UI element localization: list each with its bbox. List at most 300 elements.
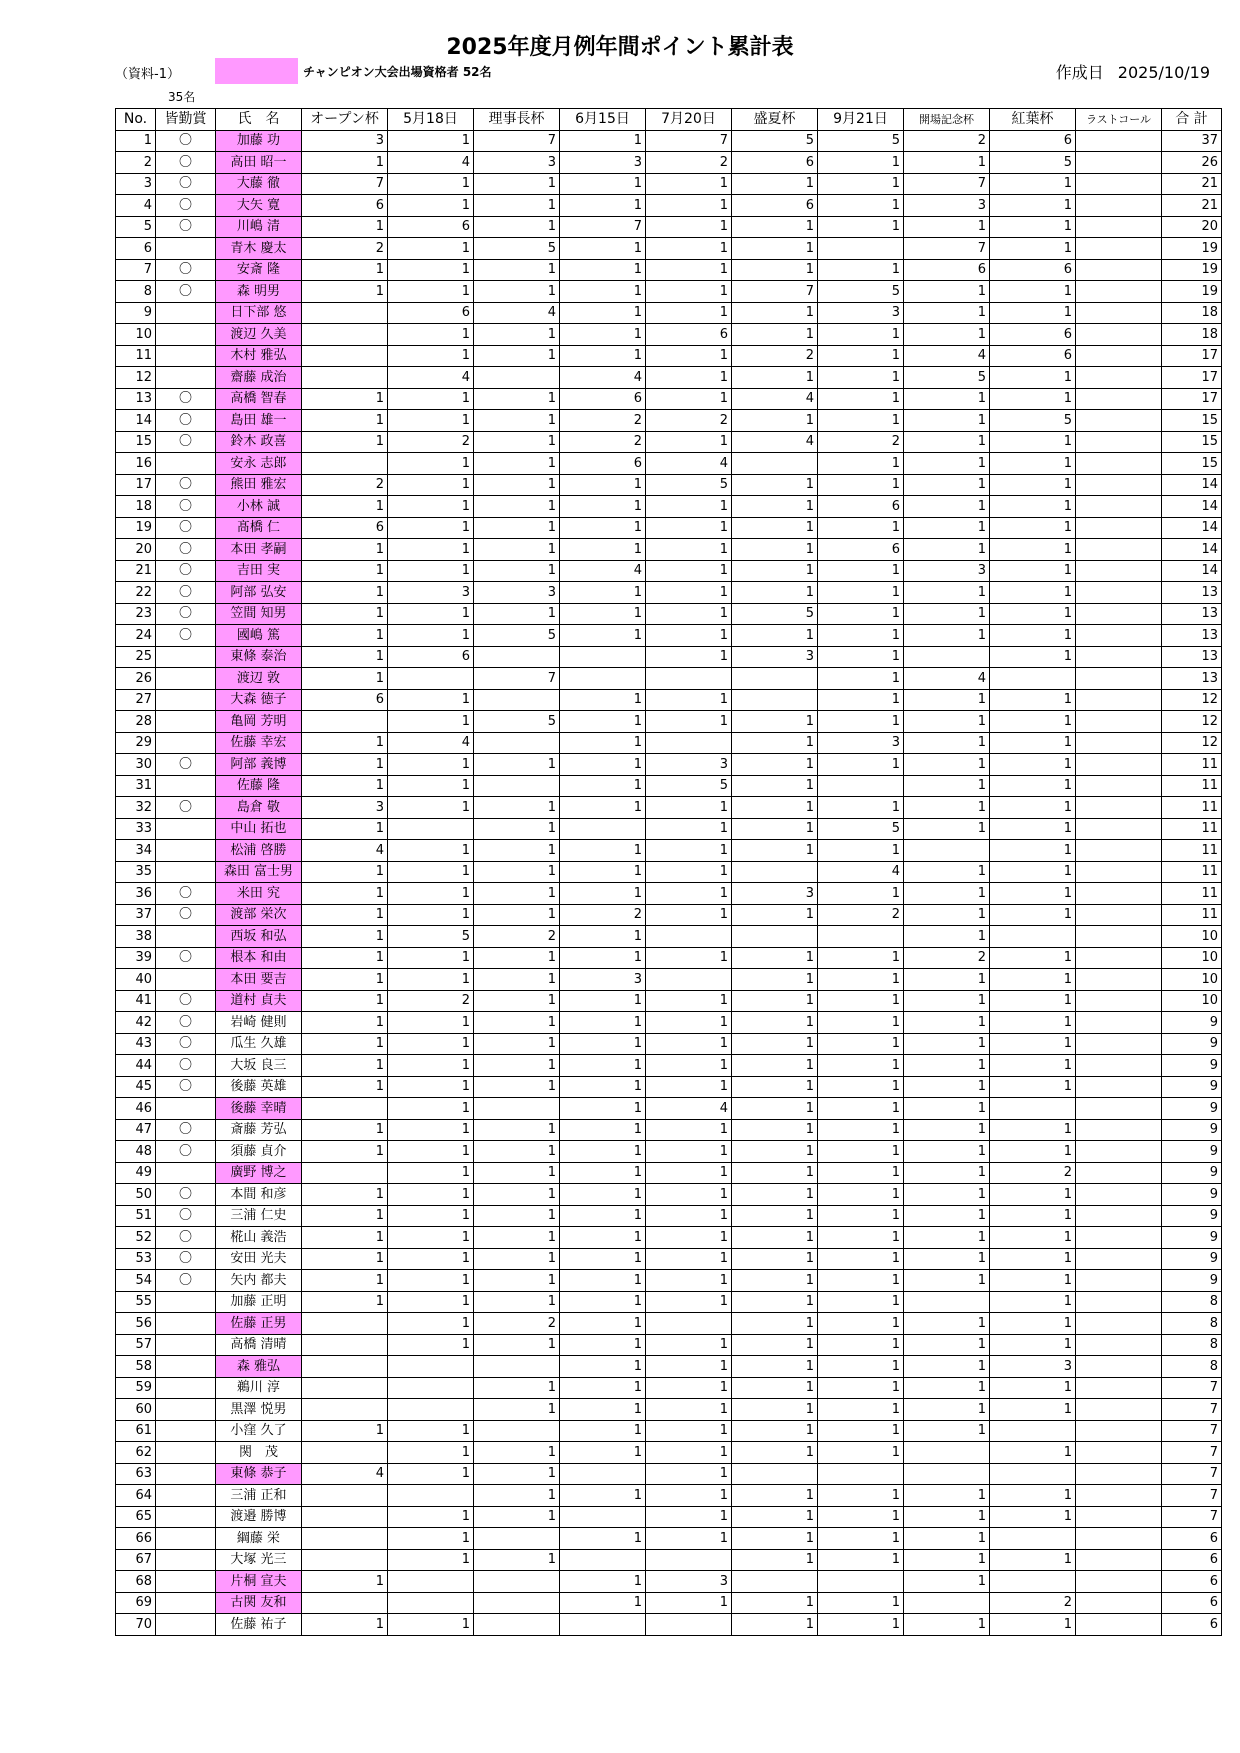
cell-may18: 1 bbox=[388, 1119, 474, 1141]
cell-jul20: 1 bbox=[646, 904, 732, 926]
cell-anniversary-cup: 1 bbox=[904, 517, 990, 539]
cell-sep21: 1 bbox=[818, 1399, 904, 1421]
cell-jun15: 1 bbox=[560, 1571, 646, 1593]
cell-midsummer-cup: 1 bbox=[732, 259, 818, 281]
cell-jul20 bbox=[646, 668, 732, 690]
cell-jul20: 1 bbox=[646, 367, 732, 389]
cell-member-name: 日下部 悠 bbox=[216, 302, 302, 324]
cell-autumn-cup: 1 bbox=[990, 431, 1076, 453]
cell-jul20: 1 bbox=[646, 840, 732, 862]
table-body bbox=[116, 130, 1222, 1635]
cell-chairman-cup bbox=[474, 1098, 560, 1120]
cell-member-name: 齋藤 成治 bbox=[216, 367, 302, 389]
cell-attendance-mark: 〇 bbox=[156, 1248, 216, 1270]
cell-jun15: 4 bbox=[560, 367, 646, 389]
table-row bbox=[116, 1270, 1222, 1292]
cell-last-call bbox=[1076, 560, 1162, 582]
cell-attendance-mark: 〇 bbox=[156, 560, 216, 582]
cell-row-no: 48 bbox=[116, 1141, 156, 1163]
cell-attendance-mark bbox=[156, 1506, 216, 1528]
cell-attendance-mark: 〇 bbox=[156, 883, 216, 905]
cell-autumn-cup: 1 bbox=[990, 1076, 1076, 1098]
cell-chairman-cup: 1 bbox=[474, 1506, 560, 1528]
cell-total: 17 bbox=[1162, 388, 1222, 410]
cell-row-no: 28 bbox=[116, 711, 156, 733]
cell-row-no: 56 bbox=[116, 1313, 156, 1335]
cell-chairman-cup: 1 bbox=[474, 345, 560, 367]
cell-attendance-mark bbox=[156, 1571, 216, 1593]
cell-sep21: 1 bbox=[818, 1248, 904, 1270]
cell-open-cup: 1 bbox=[302, 732, 388, 754]
cell-jul20: 7 bbox=[646, 130, 732, 152]
cell-jun15: 1 bbox=[560, 1485, 646, 1507]
cell-open-cup bbox=[302, 1162, 388, 1184]
table-row bbox=[116, 840, 1222, 862]
cell-open-cup: 1 bbox=[302, 904, 388, 926]
cell-autumn-cup: 1 bbox=[990, 1141, 1076, 1163]
cell-autumn-cup: 1 bbox=[990, 883, 1076, 905]
cell-jun15: 1 bbox=[560, 281, 646, 303]
cell-jul20: 1 bbox=[646, 1377, 732, 1399]
cell-total: 9 bbox=[1162, 1119, 1222, 1141]
cell-may18: 1 bbox=[388, 1033, 474, 1055]
cell-chairman-cup: 1 bbox=[474, 947, 560, 969]
cell-autumn-cup: 6 bbox=[990, 345, 1076, 367]
cell-autumn-cup: 1 bbox=[990, 1506, 1076, 1528]
cell-jul20: 1 bbox=[646, 1356, 732, 1378]
cell-midsummer-cup: 1 bbox=[732, 775, 818, 797]
cell-jun15: 1 bbox=[560, 1356, 646, 1378]
cell-row-no: 21 bbox=[116, 560, 156, 582]
cell-attendance-mark: 〇 bbox=[156, 431, 216, 453]
table-row bbox=[116, 1377, 1222, 1399]
cell-midsummer-cup: 1 bbox=[732, 1270, 818, 1292]
cell-last-call bbox=[1076, 1291, 1162, 1313]
cell-autumn-cup: 6 bbox=[990, 324, 1076, 346]
cell-chairman-cup: 5 bbox=[474, 238, 560, 260]
cell-row-no: 9 bbox=[116, 302, 156, 324]
table-row bbox=[116, 1399, 1222, 1421]
cell-anniversary-cup: 1 bbox=[904, 1055, 990, 1077]
cell-total: 11 bbox=[1162, 775, 1222, 797]
cell-autumn-cup: 1 bbox=[990, 797, 1076, 819]
cell-sep21: 5 bbox=[818, 281, 904, 303]
cell-row-no: 38 bbox=[116, 926, 156, 948]
cell-member-name: 青木 慶太 bbox=[216, 238, 302, 260]
cell-attendance-mark bbox=[156, 1442, 216, 1464]
cell-autumn-cup: 1 bbox=[990, 1270, 1076, 1292]
cell-jun15: 1 bbox=[560, 1076, 646, 1098]
cell-jun15: 1 bbox=[560, 775, 646, 797]
cell-member-name: 片桐 宣夫 bbox=[216, 1571, 302, 1593]
cell-attendance-mark bbox=[156, 646, 216, 668]
cell-anniversary-cup: 1 bbox=[904, 474, 990, 496]
cell-last-call bbox=[1076, 775, 1162, 797]
table-row bbox=[116, 861, 1222, 883]
cell-anniversary-cup: 1 bbox=[904, 216, 990, 238]
cell-jun15: 1 bbox=[560, 754, 646, 776]
cell-row-no: 50 bbox=[116, 1184, 156, 1206]
cell-sep21: 1 bbox=[818, 1485, 904, 1507]
cell-midsummer-cup: 1 bbox=[732, 324, 818, 346]
cell-jun15 bbox=[560, 818, 646, 840]
cell-attendance-mark: 〇 bbox=[156, 496, 216, 518]
cell-member-name: 本間 和彦 bbox=[216, 1184, 302, 1206]
cell-last-call bbox=[1076, 1270, 1162, 1292]
cell-may18: 1 bbox=[388, 1184, 474, 1206]
col-header-may18: 5月18日 bbox=[388, 109, 474, 131]
cell-chairman-cup: 1 bbox=[474, 324, 560, 346]
cell-row-no: 65 bbox=[116, 1506, 156, 1528]
cell-row-no: 8 bbox=[116, 281, 156, 303]
cell-autumn-cup: 1 bbox=[990, 1055, 1076, 1077]
cell-jul20: 1 bbox=[646, 689, 732, 711]
cell-sep21 bbox=[818, 1571, 904, 1593]
cell-midsummer-cup bbox=[732, 1463, 818, 1485]
cell-open-cup: 1 bbox=[302, 625, 388, 647]
cell-sep21: 1 bbox=[818, 689, 904, 711]
cell-jun15 bbox=[560, 646, 646, 668]
cell-sep21: 6 bbox=[818, 539, 904, 561]
cell-row-no: 44 bbox=[116, 1055, 156, 1077]
cell-attendance-mark: 〇 bbox=[156, 603, 216, 625]
cell-sep21: 4 bbox=[818, 861, 904, 883]
cell-total: 13 bbox=[1162, 668, 1222, 690]
cell-jun15: 1 bbox=[560, 1442, 646, 1464]
cell-midsummer-cup: 1 bbox=[732, 496, 818, 518]
table-row bbox=[116, 195, 1222, 217]
cell-may18: 1 bbox=[388, 625, 474, 647]
cell-chairman-cup bbox=[474, 1356, 560, 1378]
cell-member-name: 綱藤 栄 bbox=[216, 1528, 302, 1550]
cell-jul20 bbox=[646, 1313, 732, 1335]
col-header-attendance: 皆勤賞 bbox=[156, 109, 216, 131]
cell-member-name: 加藤 功 bbox=[216, 130, 302, 152]
cell-jun15: 1 bbox=[560, 1205, 646, 1227]
cell-autumn-cup: 1 bbox=[990, 1334, 1076, 1356]
cell-may18: 1 bbox=[388, 775, 474, 797]
cell-anniversary-cup: 1 bbox=[904, 1098, 990, 1120]
cell-row-no: 30 bbox=[116, 754, 156, 776]
cell-row-no: 18 bbox=[116, 496, 156, 518]
cell-anniversary-cup: 3 bbox=[904, 560, 990, 582]
cell-may18: 1 bbox=[388, 754, 474, 776]
cell-attendance-mark bbox=[156, 324, 216, 346]
cell-member-name: 渡辺 敦 bbox=[216, 668, 302, 690]
cell-last-call bbox=[1076, 195, 1162, 217]
cell-anniversary-cup: 1 bbox=[904, 453, 990, 475]
cell-midsummer-cup: 1 bbox=[732, 840, 818, 862]
cell-open-cup: 1 bbox=[302, 388, 388, 410]
cell-open-cup: 1 bbox=[302, 216, 388, 238]
cell-jul20: 1 bbox=[646, 539, 732, 561]
cell-chairman-cup: 5 bbox=[474, 711, 560, 733]
cell-sep21: 1 bbox=[818, 1033, 904, 1055]
cell-row-no: 59 bbox=[116, 1377, 156, 1399]
cell-midsummer-cup: 1 bbox=[732, 173, 818, 195]
cell-attendance-mark bbox=[156, 1420, 216, 1442]
cell-midsummer-cup: 1 bbox=[732, 1033, 818, 1055]
cell-attendance-mark bbox=[156, 1291, 216, 1313]
cell-chairman-cup bbox=[474, 1528, 560, 1550]
cell-jul20: 1 bbox=[646, 1399, 732, 1421]
cell-anniversary-cup: 7 bbox=[904, 173, 990, 195]
cell-jul20: 1 bbox=[646, 431, 732, 453]
cell-chairman-cup: 1 bbox=[474, 1463, 560, 1485]
cell-chairman-cup: 4 bbox=[474, 302, 560, 324]
cell-jun15: 1 bbox=[560, 1055, 646, 1077]
points-table bbox=[115, 108, 1222, 1636]
cell-member-name: 佐藤 幸宏 bbox=[216, 732, 302, 754]
cell-may18: 1 bbox=[388, 173, 474, 195]
cell-chairman-cup: 2 bbox=[474, 1313, 560, 1335]
cell-row-no: 16 bbox=[116, 453, 156, 475]
cell-anniversary-cup: 1 bbox=[904, 388, 990, 410]
perfect-attendance-count: 35名 bbox=[168, 90, 196, 104]
cell-jun15: 1 bbox=[560, 130, 646, 152]
cell-autumn-cup: 6 bbox=[990, 130, 1076, 152]
cell-midsummer-cup: 1 bbox=[732, 732, 818, 754]
cell-last-call bbox=[1076, 1399, 1162, 1421]
cell-last-call bbox=[1076, 1184, 1162, 1206]
cell-sep21: 1 bbox=[818, 1356, 904, 1378]
cell-attendance-mark: 〇 bbox=[156, 130, 216, 152]
cell-member-name: 鵜川 淳 bbox=[216, 1377, 302, 1399]
cell-may18: 1 bbox=[388, 1227, 474, 1249]
cell-midsummer-cup: 6 bbox=[732, 152, 818, 174]
cell-attendance-mark bbox=[156, 926, 216, 948]
cell-jul20: 1 bbox=[646, 388, 732, 410]
table-row bbox=[116, 1119, 1222, 1141]
cell-jul20: 2 bbox=[646, 410, 732, 432]
table-row bbox=[116, 259, 1222, 281]
table-row bbox=[116, 711, 1222, 733]
cell-midsummer-cup: 1 bbox=[732, 1248, 818, 1270]
legend-highlight-swatch bbox=[215, 58, 298, 84]
cell-open-cup bbox=[302, 1334, 388, 1356]
cell-open-cup: 1 bbox=[302, 861, 388, 883]
cell-attendance-mark: 〇 bbox=[156, 1184, 216, 1206]
cell-midsummer-cup: 1 bbox=[732, 1592, 818, 1614]
cell-autumn-cup: 1 bbox=[990, 302, 1076, 324]
cell-attendance-mark bbox=[156, 1356, 216, 1378]
created-label: 作成日 bbox=[1055, 63, 1104, 82]
cell-may18: 1 bbox=[388, 453, 474, 475]
cell-chairman-cup bbox=[474, 367, 560, 389]
cell-member-name: 中山 拓也 bbox=[216, 818, 302, 840]
cell-may18: 1 bbox=[388, 1442, 474, 1464]
cell-attendance-mark bbox=[156, 732, 216, 754]
cell-may18: 1 bbox=[388, 1055, 474, 1077]
cell-jul20: 1 bbox=[646, 603, 732, 625]
cell-autumn-cup: 1 bbox=[990, 840, 1076, 862]
cell-member-name: 三浦 正和 bbox=[216, 1485, 302, 1507]
cell-sep21: 1 bbox=[818, 388, 904, 410]
cell-may18: 1 bbox=[388, 1528, 474, 1550]
cell-jul20 bbox=[646, 1549, 732, 1571]
cell-sep21: 5 bbox=[818, 818, 904, 840]
cell-autumn-cup bbox=[990, 926, 1076, 948]
cell-jun15: 1 bbox=[560, 496, 646, 518]
cell-last-call bbox=[1076, 947, 1162, 969]
cell-last-call bbox=[1076, 797, 1162, 819]
cell-member-name: 関 茂 bbox=[216, 1442, 302, 1464]
cell-autumn-cup: 3 bbox=[990, 1356, 1076, 1378]
cell-jul20: 1 bbox=[646, 1033, 732, 1055]
cell-row-no: 22 bbox=[116, 582, 156, 604]
cell-last-call bbox=[1076, 1420, 1162, 1442]
cell-jul20: 1 bbox=[646, 1119, 732, 1141]
cell-chairman-cup: 1 bbox=[474, 1055, 560, 1077]
cell-total: 14 bbox=[1162, 517, 1222, 539]
cell-midsummer-cup bbox=[732, 861, 818, 883]
cell-open-cup: 3 bbox=[302, 797, 388, 819]
cell-autumn-cup: 1 bbox=[990, 1033, 1076, 1055]
cell-jul20: 1 bbox=[646, 1270, 732, 1292]
cell-attendance-mark: 〇 bbox=[156, 1141, 216, 1163]
cell-last-call bbox=[1076, 711, 1162, 733]
cell-jul20 bbox=[646, 1614, 732, 1636]
table-row bbox=[116, 152, 1222, 174]
cell-total: 12 bbox=[1162, 732, 1222, 754]
cell-attendance-mark: 〇 bbox=[156, 173, 216, 195]
cell-attendance-mark bbox=[156, 238, 216, 260]
cell-row-no: 61 bbox=[116, 1420, 156, 1442]
cell-chairman-cup: 5 bbox=[474, 625, 560, 647]
cell-total: 8 bbox=[1162, 1313, 1222, 1335]
cell-sep21: 1 bbox=[818, 969, 904, 991]
cell-total: 6 bbox=[1162, 1614, 1222, 1636]
cell-autumn-cup: 1 bbox=[990, 582, 1076, 604]
table-row bbox=[116, 453, 1222, 475]
cell-total: 14 bbox=[1162, 496, 1222, 518]
table-row bbox=[116, 990, 1222, 1012]
cell-open-cup: 6 bbox=[302, 517, 388, 539]
cell-open-cup: 1 bbox=[302, 883, 388, 905]
cell-anniversary-cup: 7 bbox=[904, 238, 990, 260]
cell-sep21: 1 bbox=[818, 1055, 904, 1077]
cell-chairman-cup: 1 bbox=[474, 1033, 560, 1055]
cell-attendance-mark: 〇 bbox=[156, 754, 216, 776]
cell-chairman-cup: 1 bbox=[474, 431, 560, 453]
cell-midsummer-cup: 1 bbox=[732, 1205, 818, 1227]
cell-autumn-cup: 1 bbox=[990, 969, 1076, 991]
cell-jun15: 1 bbox=[560, 1033, 646, 1055]
cell-midsummer-cup: 3 bbox=[732, 883, 818, 905]
cell-total: 17 bbox=[1162, 367, 1222, 389]
table-row bbox=[116, 431, 1222, 453]
cell-attendance-mark: 〇 bbox=[156, 216, 216, 238]
cell-attendance-mark bbox=[156, 1399, 216, 1421]
cell-total: 13 bbox=[1162, 582, 1222, 604]
cell-chairman-cup: 1 bbox=[474, 539, 560, 561]
cell-last-call bbox=[1076, 173, 1162, 195]
cell-row-no: 39 bbox=[116, 947, 156, 969]
cell-midsummer-cup: 1 bbox=[732, 1227, 818, 1249]
cell-anniversary-cup bbox=[904, 646, 990, 668]
cell-open-cup: 1 bbox=[302, 1420, 388, 1442]
table-row bbox=[116, 582, 1222, 604]
cell-last-call bbox=[1076, 453, 1162, 475]
table-row bbox=[116, 238, 1222, 260]
cell-jun15: 1 bbox=[560, 474, 646, 496]
cell-row-no: 11 bbox=[116, 345, 156, 367]
cell-jul20: 1 bbox=[646, 861, 732, 883]
cell-midsummer-cup bbox=[732, 689, 818, 711]
cell-may18: 1 bbox=[388, 1205, 474, 1227]
cell-anniversary-cup: 1 bbox=[904, 1528, 990, 1550]
cell-jul20: 1 bbox=[646, 1184, 732, 1206]
cell-row-no: 68 bbox=[116, 1571, 156, 1593]
cell-may18: 1 bbox=[388, 1334, 474, 1356]
cell-sep21: 1 bbox=[818, 1141, 904, 1163]
cell-total: 11 bbox=[1162, 818, 1222, 840]
cell-may18: 6 bbox=[388, 216, 474, 238]
cell-row-no: 42 bbox=[116, 1012, 156, 1034]
legend-text: チャンピオン大会出場資格者 52名 bbox=[303, 65, 492, 79]
cell-chairman-cup bbox=[474, 775, 560, 797]
cell-last-call bbox=[1076, 539, 1162, 561]
cell-row-no: 34 bbox=[116, 840, 156, 862]
cell-anniversary-cup: 1 bbox=[904, 775, 990, 797]
cell-total: 10 bbox=[1162, 990, 1222, 1012]
cell-midsummer-cup: 1 bbox=[732, 1313, 818, 1335]
cell-may18: 1 bbox=[388, 689, 474, 711]
cell-jun15: 1 bbox=[560, 1334, 646, 1356]
cell-total: 9 bbox=[1162, 1076, 1222, 1098]
table-row bbox=[116, 216, 1222, 238]
cell-midsummer-cup: 1 bbox=[732, 1162, 818, 1184]
table-row bbox=[116, 173, 1222, 195]
table-row bbox=[116, 130, 1222, 152]
cell-member-name: 東條 恭子 bbox=[216, 1463, 302, 1485]
cell-total: 7 bbox=[1162, 1377, 1222, 1399]
cell-autumn-cup: 1 bbox=[990, 1012, 1076, 1034]
cell-chairman-cup: 1 bbox=[474, 904, 560, 926]
cell-open-cup: 1 bbox=[302, 281, 388, 303]
cell-autumn-cup bbox=[990, 1571, 1076, 1593]
cell-autumn-cup bbox=[990, 1463, 1076, 1485]
cell-open-cup bbox=[302, 1098, 388, 1120]
cell-may18: 1 bbox=[388, 130, 474, 152]
cell-jun15: 1 bbox=[560, 1528, 646, 1550]
cell-sep21: 1 bbox=[818, 410, 904, 432]
cell-may18: 4 bbox=[388, 732, 474, 754]
cell-attendance-mark bbox=[156, 861, 216, 883]
table-row bbox=[116, 388, 1222, 410]
cell-autumn-cup: 1 bbox=[990, 1399, 1076, 1421]
cell-total: 20 bbox=[1162, 216, 1222, 238]
cell-sep21: 1 bbox=[818, 195, 904, 217]
cell-open-cup: 6 bbox=[302, 689, 388, 711]
cell-chairman-cup: 1 bbox=[474, 1184, 560, 1206]
cell-may18: 2 bbox=[388, 431, 474, 453]
table-row bbox=[116, 818, 1222, 840]
cell-last-call bbox=[1076, 1485, 1162, 1507]
cell-jul20: 1 bbox=[646, 281, 732, 303]
cell-member-name: 佐藤 隆 bbox=[216, 775, 302, 797]
cell-attendance-mark bbox=[156, 1098, 216, 1120]
cell-midsummer-cup: 1 bbox=[732, 947, 818, 969]
cell-total: 9 bbox=[1162, 1227, 1222, 1249]
cell-open-cup: 1 bbox=[302, 1614, 388, 1636]
cell-total: 11 bbox=[1162, 754, 1222, 776]
cell-total: 13 bbox=[1162, 646, 1222, 668]
cell-open-cup: 1 bbox=[302, 1205, 388, 1227]
cell-may18: 6 bbox=[388, 646, 474, 668]
cell-member-name: 高田 昭一 bbox=[216, 152, 302, 174]
table-row bbox=[116, 603, 1222, 625]
